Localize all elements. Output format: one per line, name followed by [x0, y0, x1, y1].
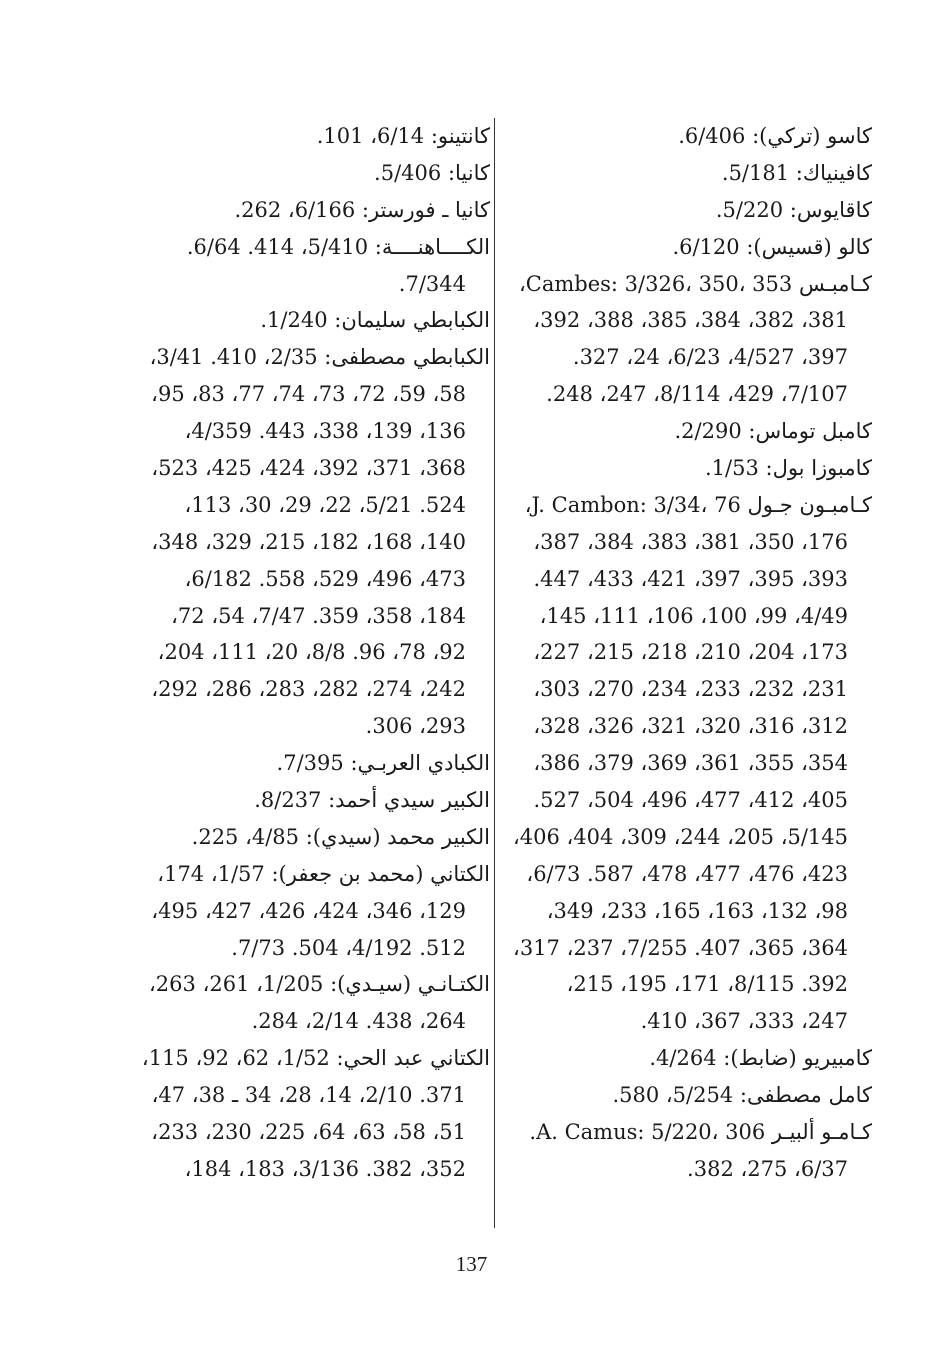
index-entry: الكبير سيدي أحمد: 8/237.: [254, 788, 490, 813]
index-entry-continuation: 7/344.: [398, 271, 466, 296]
index-entry-continuation: 364، 365، 407. 7/255، 237، 317،: [513, 935, 848, 960]
index-entry-continuation: 173، 204، 210، 218، 215، 227،: [533, 640, 848, 665]
index-entry-continuation: 371. 2/10، 14، 28، 34 ـ 38، 47،: [151, 1083, 466, 1108]
index-entry-continuation: 98، 132، 163، 165، 233، 349،: [546, 898, 848, 923]
index-entry-continuation: 473، 496، 529، 558. 6/182،: [184, 566, 466, 591]
index-entry: كانيا: 5/406.: [374, 160, 490, 185]
index-entry-continuation: 242، 274، 282، 283، 286، 292،: [151, 677, 466, 702]
index-entry-continuation: 354، 355، 361، 369، 379، 386،: [533, 751, 848, 776]
index-entry: كامل مصطفى: 5/254، 580.: [612, 1083, 872, 1108]
index-entry-continuation: 524. 5/21، 22، 29، 30، 113،: [184, 492, 466, 517]
index-entry-continuation: 7/107، 429، 8/114، 247، 248.: [546, 382, 848, 407]
index-entry-continuation: 423، 476، 477، 478، 587. 6/73،: [526, 861, 848, 886]
index-entry-continuation: 405، 412، 477، 496، 504، 527.: [533, 788, 848, 813]
index-entry: الكــــاهنــــة: 5/410، 414. 6/64.: [186, 234, 490, 259]
index-entry-continuation: 352، 382. 3/136، 183، 184،: [184, 1156, 466, 1181]
index-column-left: [118, 118, 490, 1188]
index-entry-continuation: 397، 4/527، 6/23، 24، 327.: [572, 345, 848, 370]
index-entry: كالو (قسيس): 6/120.: [672, 234, 872, 259]
index-entry-continuation: 293، 306.: [365, 714, 466, 739]
index-entry-continuation: 368، 371، 392، 424، 425، 523،: [151, 456, 466, 481]
index-entry: الكتاني عبد الحي: 1/52، 62، 92، 115،: [141, 1046, 490, 1071]
index-entry-continuation: 231، 232، 233، 234، 270، 303،: [533, 677, 848, 702]
index-entry: الكتـانـي (سيـدي): 1/205، 261، 263،: [149, 972, 490, 997]
index-entry: الكبابطي مصطفى: 2/35، 410. 3/41،: [149, 345, 490, 370]
index-entry-continuation: 4/49، 99، 100، 106، 111، 145،: [539, 603, 848, 628]
index-entry: الكبير محمد (سيدي): 4/85، 225.: [191, 824, 490, 849]
index-entry: كانيا ـ فورستر: 6/166، 262.: [234, 197, 490, 222]
index-entry-continuation: 264، 438. 2/14، 284.: [251, 1009, 466, 1034]
index-entry: كامبيريو (ضابط): 4/264.: [649, 1046, 872, 1071]
index-entry-continuation: 312، 316، 320، 321، 326، 328،: [533, 714, 848, 739]
index-entry: كاسو (تركي): 6/406.: [678, 124, 872, 148]
index-entry-continuation: 247، 333، 367، 410.: [640, 1009, 848, 1034]
index-entry-continuation: 393، 395، 397، 421، 433، 447.: [533, 566, 848, 591]
index-entry: كانتينو: 6/14، 101.: [316, 124, 490, 148]
index-entry: الكبادي العربـي: 7/395.: [276, 751, 490, 776]
index-entry-continuation: 92، 78، 96. 8/8، 20، 111، 204،: [157, 640, 466, 665]
index-entry: كاقايوس: 5/220.: [715, 197, 872, 222]
index-entry: كـامبـون جـول J. Cambon: 3/34، 76،: [524, 492, 872, 517]
index-entry: كـامـو ألبيـر A. Camus: 5/220، 306.: [529, 1120, 872, 1145]
index-entry: الكتاني (محمد بن جعفر): 1/57، 174،: [157, 861, 490, 886]
index-entry: الكبابطي سليمان: 1/240.: [260, 308, 490, 333]
index-entry-continuation: 5/145، 205، 244، 309، 404، 406،: [512, 824, 848, 849]
index-entry-continuation: 176، 350، 381، 383، 384، 387،: [533, 529, 848, 554]
index-entry-continuation: 6/37، 275، 382.: [687, 1156, 848, 1181]
index-entry-continuation: 392. 8/115، 171، 195، 215،: [566, 972, 848, 997]
index-entry-continuation: 140، 168، 182، 215، 329، 348،: [151, 529, 466, 554]
index-entry: كـامبـس Cambes: 3/326، 350، 353،: [518, 271, 872, 296]
index-entry-continuation: 129، 346، 424، 426، 427، 495،: [151, 898, 466, 923]
index-entry: كامبل توماس: 2/290.: [674, 419, 872, 444]
index-entry-continuation: 512. 4/192، 504. 7/73.: [231, 935, 466, 960]
index-entry-continuation: 58، 59، 72، 73، 74، 77، 83، 95،: [151, 382, 466, 407]
column-divider: [494, 118, 495, 1228]
index-entry: كامبوزا بول: 1/53.: [704, 456, 872, 481]
page-number: 137: [455, 1252, 488, 1276]
index-entry-continuation: 51، 58، 63، 64، 225، 230، 233،: [151, 1120, 466, 1145]
index-entry-continuation: 184، 358، 359. 7/47، 54، 72،: [171, 603, 466, 628]
index-entry-continuation: 136، 139، 338، 443. 4/359،: [184, 419, 466, 444]
index-entry: كافينياك: 5/181.: [721, 160, 872, 185]
index-entry-continuation: 381، 382، 384، 385، 388، 392،: [533, 308, 848, 333]
index-column-right: [500, 118, 872, 1188]
